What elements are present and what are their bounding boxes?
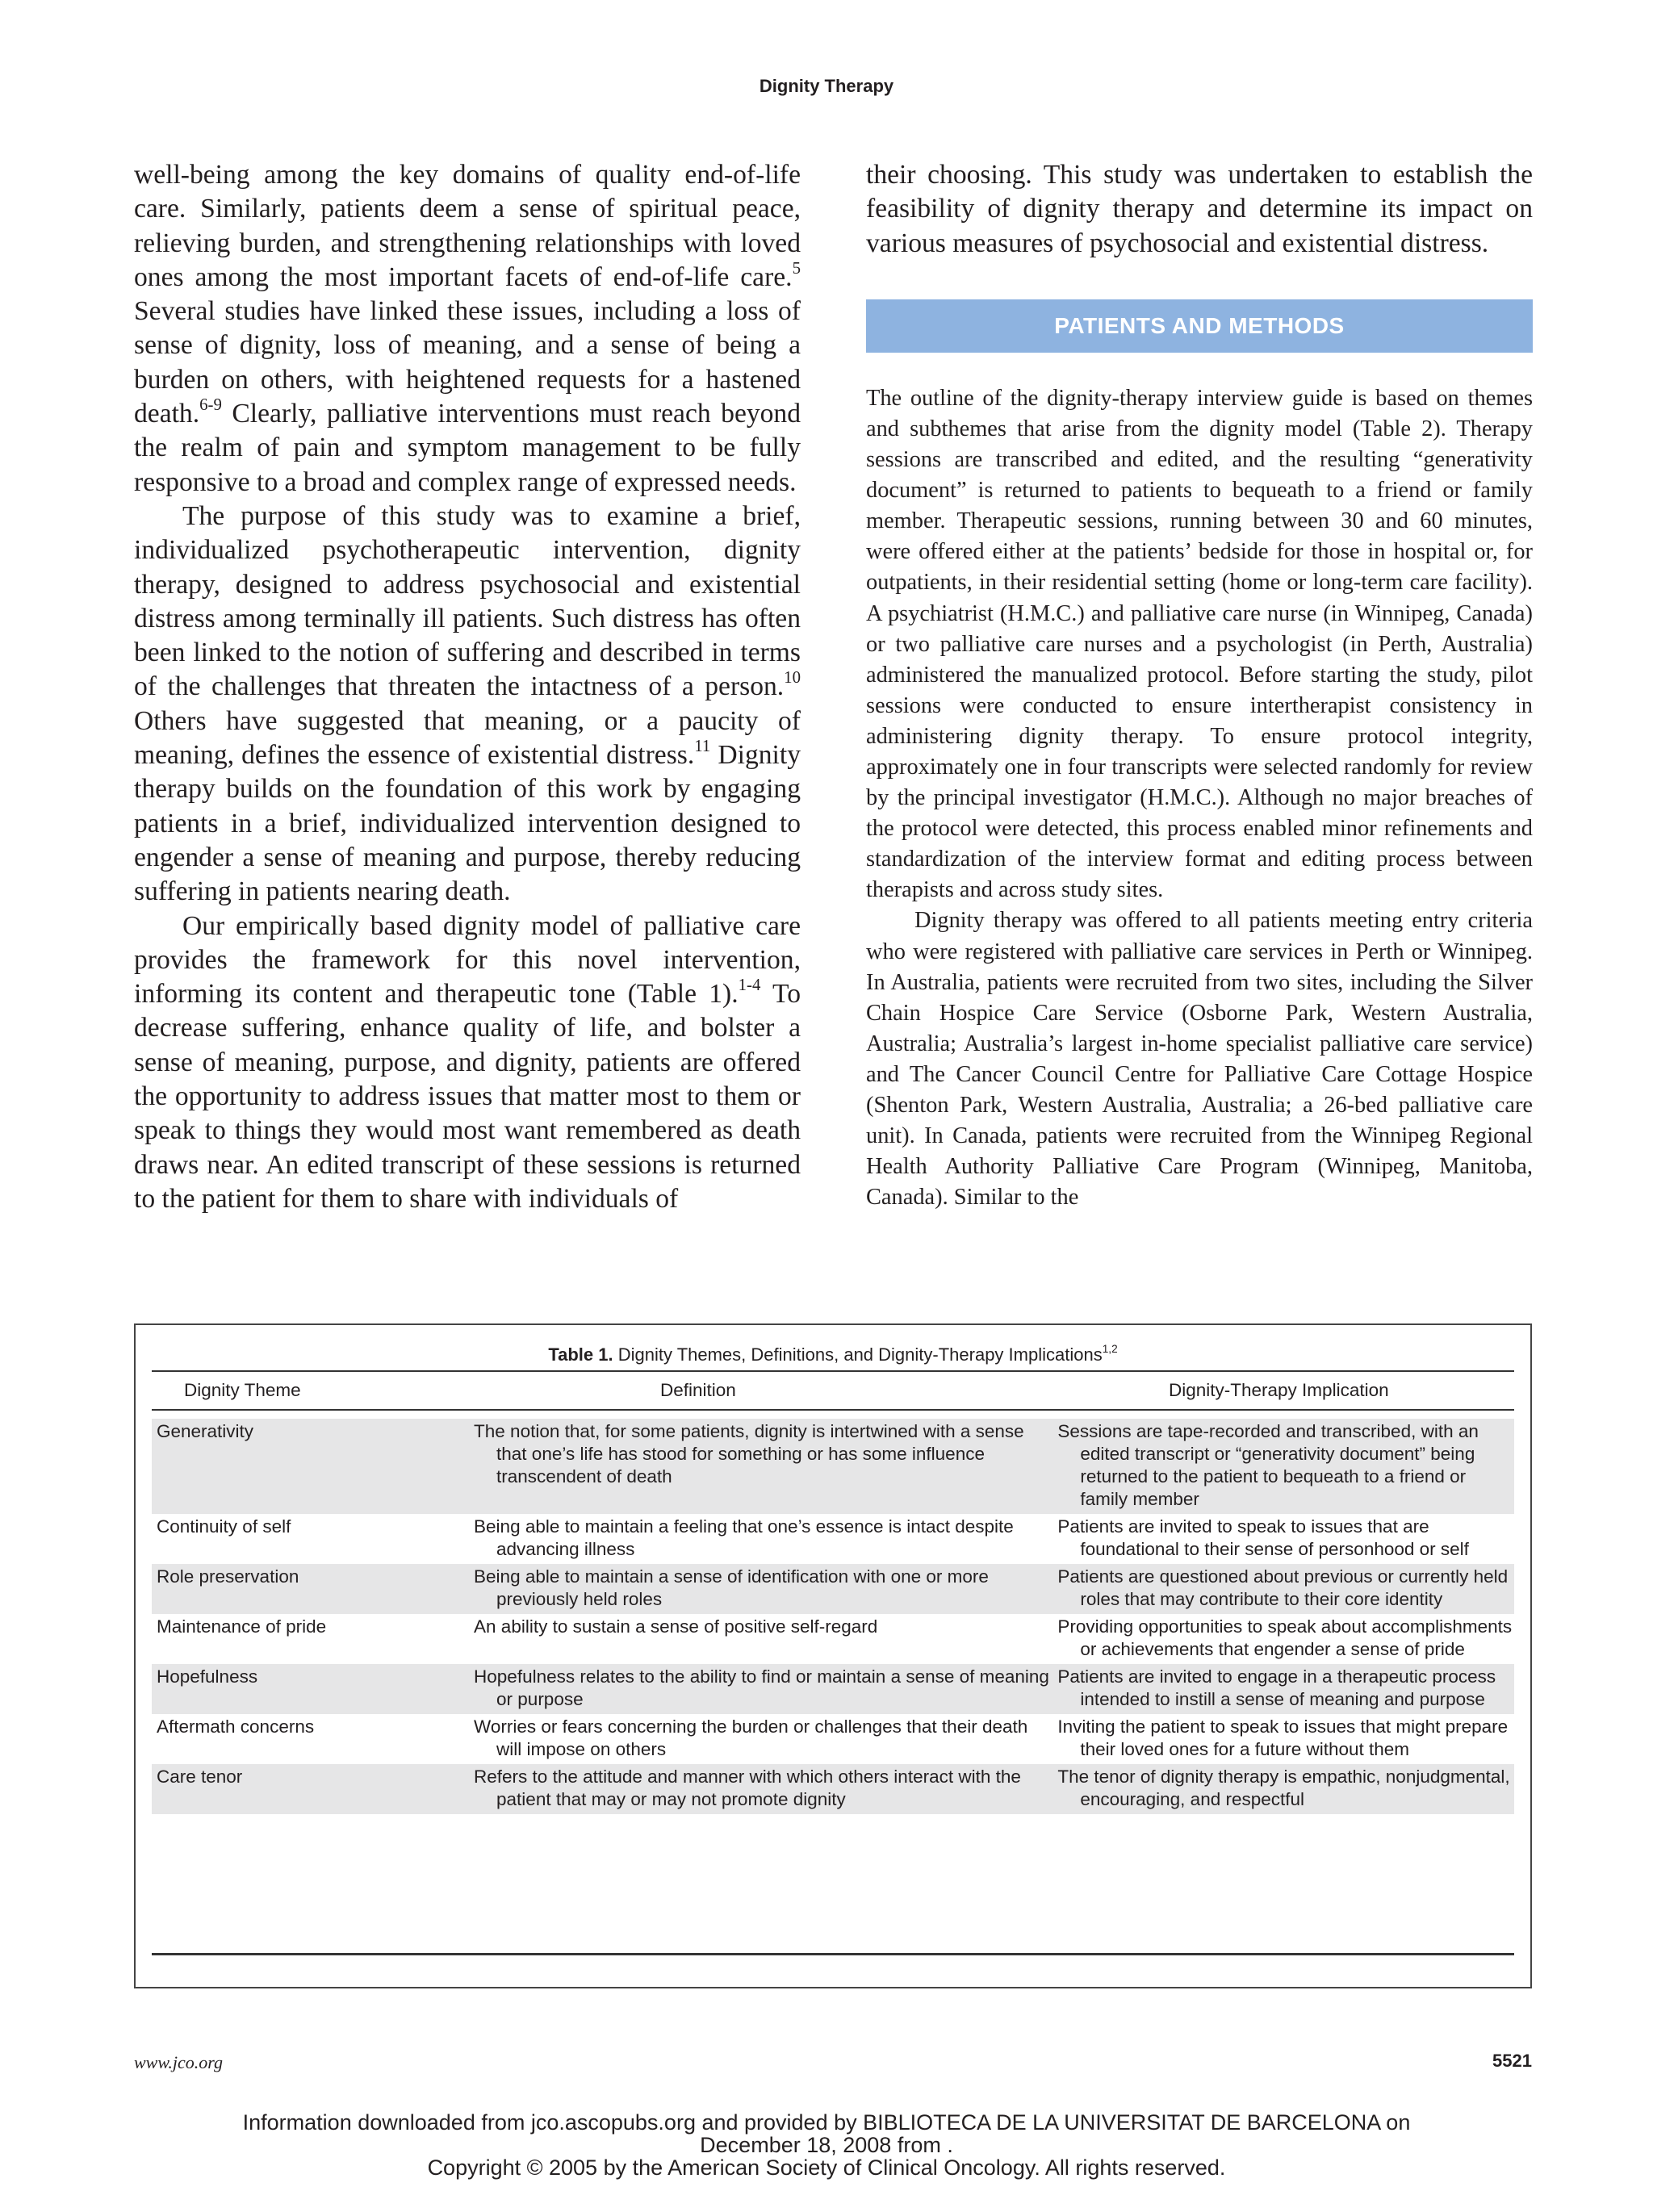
table-top-rule: [152, 1370, 1514, 1372]
page-number: 5521: [1492, 2051, 1532, 2071]
table-caption: Table 1. Dignity Themes, Definitions, and Dignity-Therapy Implications$^{1,2}$: [548, 1342, 1118, 1365]
methods-paragraph-2: Dignity therapy was offered to all patients meeting entry criteria who were registered with palliative care services in Perth or Winnipeg. In Australia, patients were recruited from two sites, including the Silver Chain Hospice Care Service (Osborne Park, Western Australia, Australia; Australia’s largest in-home specialist palliative care service) and The Cancer Council Centre for Palliative Care Cottage Hospice (Shenton Park, Western Australia, Australia; a 26-bed palliative care unit). In Canada, patients were recruited from the Winnipeg Regional Health Authority Palliative Care Program (Winnipeg, Manitoba, Canada). Similar to the: [866, 908, 1533, 1211]
table-1: [134, 1323, 1532, 1988]
journal-site: www.jco.org: [134, 2052, 224, 2072]
running-head: Dignity Therapy: [759, 76, 894, 96]
table-row: Aftermath concerns Worries or fears concerning the burden or challenges that their death will impose on others Inviting the patient to speak to issues that might prepare their loved ones for a future without them: [157, 1716, 1509, 1759]
table-header-rule: [152, 1409, 1514, 1411]
left-paragraph-1: well-being among the key domains of quality end-of-life care. Similarly, patients deem a sense of spiritual peace, relieving burden, and strengthening relationships with loved ones among the most important facets of end-of-life care.$^5$ Several studies have linked these issues, including a loss of sense of dignity, loss of meaning, and a sense of being a burden on others, with heightened requests for a hastened death.$^{6-9}$ Clearly, palliative interventions must reach beyond the realm of pain and symptom management to be fully responsive to a broad and complex range of expressed needs.: [134, 160, 801, 497]
section-heading: PATIENTS AND METHODS: [866, 299, 1533, 353]
left-paragraph-2: The purpose of this study was to examine a brief, individualized psychotherapeutic intervention, dignity therapy, designed to address psychosocial and existential distress among terminally ill patients. Such distress has often been linked to the notion of suffering and described in terms of the challenges that threaten the intactness of a person.$^{10}$ Others have suggested that meaning, or a paucity of meaning, defines the essence of existential distress.$^{11}$ Dignity therapy builds on the foundation of this work by engaging patients in a brief, individualized intervention designed to engender a sense of meaning and purpose, thereby reducing suffering in patients nearing death.: [134, 500, 801, 907]
column-header-theme: Dignity Theme: [184, 1380, 301, 1400]
table-row: Role preservation Being able to maintain a sense of identification with one or more previously held roles Patients are questioned about previous or currently held roles that may contribute to their core identity: [152, 1564, 1514, 1614]
table-body: [152, 1419, 1514, 1814]
right-column: [866, 158, 1533, 1213]
methods-paragraph-1: The outline of the dignity-therapy interview guide is based on themes and subthemes that arise from the dignity model (Table 2). Therapy sessions are transcribed and edited, and the resulting “generativity document” is returned to patients to bequeath to a friend or family member. Therapeutic sessions, running between 30 and 60 minutes, were offered either at the patients’ bedside for those in hospital or, for outpatients, in their residential setting (home or long-term care facility). A psychiatrist (H.M.C.) and palliative care nurse (in Winnipeg, Canada) or two palliative care nurses and a psychologist (in Perth, Australia) administered the manualized protocol. Before starting the study, pilot sessions were conducted to ensure intertherapist consistency in administering dignity therapy. To ensure protocol integrity, approximately one in four transcripts were selected randomly for review by the principal investigator (H.M.C.). Although no major breaches of the protocol were detected, this process enabled minor refinements and standardization of the interview format and editing process between therapists and across study sites.: [866, 385, 1533, 903]
left-paragraph-3: Our empirically based dignity model of palliative care provides the framework for this novel intervention, informing its content and therapeutic tone (Table 1).$^{1-4}$ To decrease suffering, enhance quality of life, and bolster a sense of meaning, purpose, and dignity, patients are offered the opportunity to address issues that matter most to them or speak to things they would most want remembered as death draws near. An edited transcript of these sessions is returned to the patient for them to share with individuals of: [134, 910, 801, 1214]
table-row: Maintenance of pride An ability to sustain a sense of positive self-regard Providing opportunities to speak about accomplishments or achievements that engender a sense of pride: [157, 1616, 1513, 1659]
table-bottom-rule: [152, 1953, 1514, 1955]
table-row: Hopefulness Hopefulness relates to the ability to find or maintain a sense of meaning or purpose Patients are invited to engage in a therapeutic process intended to instill a sense of meaning and purpose: [152, 1664, 1514, 1714]
column-header-implication: Dignity-Therapy Implication: [1169, 1380, 1389, 1400]
left-column: [134, 158, 801, 1216]
table-row: Care tenor Refers to the attitude and manner with which others interact with the patient that may or may not promote dignity The tenor of dignity therapy is empathic, nonjudgmental, encouraging, and respectful: [152, 1764, 1514, 1814]
table-row: Continuity of self Being able to maintain a feeling that one’s essence is intact despite advancing illness Patients are invited to speak to issues that are foundational to their sense of personhood or self: [157, 1516, 1469, 1559]
download-notice: Information downloaded from jco.ascopubs.org and provided by BIBLIOTECA DE LA UNIVERSITAT DE BARCELONA on December 18, 2008 from . Copyright © 2005 by the American Society of Clinical Oncology. All rights reserved.: [242, 2110, 1411, 2180]
methods-body: [866, 383, 1533, 1214]
right-lead-paragraph: their choosing. This study was undertaken to establish the feasibility of dignity therapy and determine its impact on various measures of psychosocial and existential distress.: [866, 160, 1533, 258]
table-row: Generativity The notion that, for some patients, dignity is intertwined with a sense that one’s life has stood for something or has some influence transcendent of death Sessions are tape-recorded and transcribed, with an edited transcript or “generativity document” being returned to the patient to bequeath to a friend or family member: [152, 1419, 1514, 1514]
column-header-definition: Definition: [660, 1380, 736, 1400]
